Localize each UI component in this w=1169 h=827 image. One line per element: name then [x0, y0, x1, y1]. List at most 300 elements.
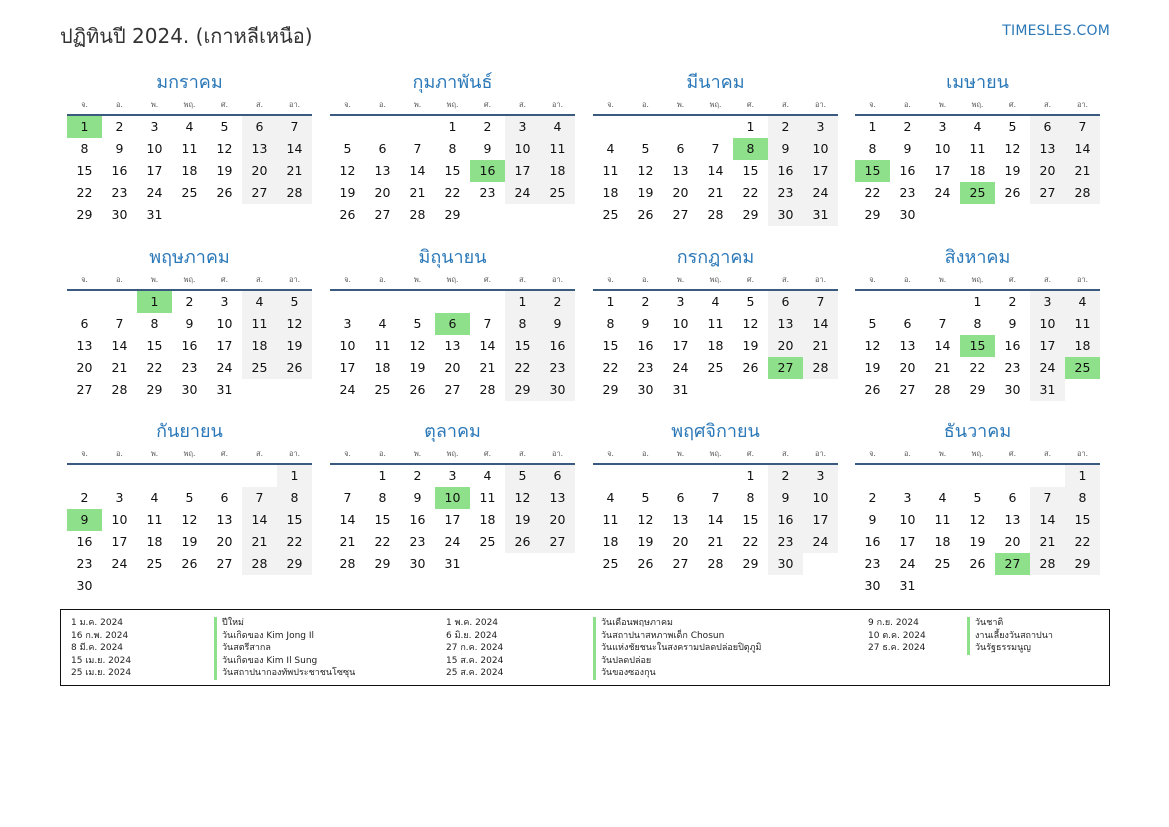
empty-cell [995, 575, 1030, 597]
day-cell: 30 [181, 382, 198, 397]
day-cell: 4 [1065, 291, 1100, 313]
weekday-label: ศ. [1008, 100, 1017, 109]
day-cell: 17 [111, 534, 128, 549]
day-cell: 6 [540, 465, 575, 487]
weekday-label: พฤ. [183, 449, 196, 458]
day-cell: 1 [746, 119, 755, 134]
day-cell: 16 [768, 160, 803, 182]
empty-cell [67, 465, 102, 487]
day-cell: 14 [707, 163, 724, 178]
day-cell: 6 [676, 490, 685, 505]
day-cell: 10 [435, 487, 470, 509]
empty-cell [435, 291, 470, 313]
empty-cell [960, 465, 995, 487]
month-block [330, 245, 575, 401]
month-name: เมษายน [946, 72, 1009, 93]
weekday-label: ส. [1044, 449, 1051, 458]
day-cell: 30 [76, 578, 93, 593]
day-cell: 7 [711, 490, 720, 505]
day-cell: 10 [803, 138, 838, 160]
day-cell: 26 [339, 207, 356, 222]
months-grid [67, 70, 1107, 605]
day-cell: 5 [413, 316, 422, 331]
day-cell: 27 [76, 382, 93, 397]
weekday-label: อ. [116, 100, 123, 109]
day-cell: 20 [1004, 534, 1021, 549]
day-cell: 8 [277, 487, 312, 509]
day-cell: 2 [768, 116, 803, 138]
day-cell: 25 [602, 207, 619, 222]
day-cell: 25 [1065, 357, 1100, 379]
weekday-label: ศ. [220, 275, 229, 284]
day-cell: 10 [934, 141, 951, 156]
holiday-date: 9 ก.ย. 2024 [868, 618, 919, 628]
empty-cell [242, 575, 277, 597]
holiday-name: วันชาติ [967, 617, 1053, 630]
day-cell: 9 [903, 141, 912, 156]
weekday-label: ส. [782, 449, 789, 458]
day-cell: 6 [220, 490, 229, 505]
weekday-label: จ. [869, 449, 876, 458]
weekday-label: ศ. [1008, 449, 1017, 458]
empty-cell [1065, 379, 1100, 401]
day-cell: 30 [768, 204, 803, 226]
empty-cell [1065, 204, 1100, 226]
holiday-date: 25 ส.ค. 2024 [446, 668, 504, 678]
day-cell: 8 [746, 490, 755, 505]
day-cell: 11 [969, 141, 986, 156]
weekday-label: อ. [904, 100, 911, 109]
day-cell: 24 [505, 182, 540, 204]
day-cell: 11 [479, 490, 496, 505]
holiday-name: วันสตรีสากล [214, 642, 355, 655]
holiday-date: 15 เม.ย. 2024 [71, 655, 132, 666]
month-block [330, 70, 575, 226]
day-cell: 6 [80, 316, 89, 331]
day-cell: 6 [435, 313, 470, 335]
day-cell: 30 [864, 578, 881, 593]
empty-cell [470, 291, 505, 313]
day-cell: 12 [1004, 141, 1021, 156]
day-cell: 30 [768, 553, 803, 575]
weekday-label: อา. [1076, 100, 1089, 109]
empty-cell [540, 553, 575, 575]
day-cell: 22 [505, 357, 540, 379]
day-cell: 31 [444, 556, 461, 571]
day-cell: 13 [672, 512, 689, 527]
day-cell: 26 [864, 382, 881, 397]
day-cell: 1 [746, 468, 755, 483]
day-cell: 18 [934, 534, 951, 549]
day-cell: 17 [146, 163, 163, 178]
day-cell: 23 [76, 556, 93, 571]
day-cell: 18 [146, 534, 163, 549]
day-cell: 27 [1030, 182, 1065, 204]
month-name: กุมภาพันธ์ [412, 72, 493, 93]
holiday-date: 27 ก.ค. 2024 [446, 643, 504, 653]
month-name: กันยายน [156, 421, 223, 442]
holiday-name: วันรัฐธรรมนูญ [967, 642, 1053, 655]
holiday-dates-col-2 [446, 617, 503, 680]
day-grid [855, 465, 1100, 597]
weekday-header [67, 445, 312, 465]
empty-cell [207, 204, 242, 226]
day-cell: 7 [242, 487, 277, 509]
day-cell: 7 [938, 316, 947, 331]
weekday-label: พ. [676, 275, 685, 284]
day-cell: 28 [934, 382, 951, 397]
holiday-date: 1 ม.ค. 2024 [71, 618, 124, 628]
empty-cell [1030, 575, 1065, 597]
day-cell: 21 [707, 185, 724, 200]
day-cell: 14 [1030, 509, 1065, 531]
day-cell: 28 [409, 207, 426, 222]
day-cell: 21 [409, 185, 426, 200]
weekday-label: อ. [642, 100, 649, 109]
weekday-label: อา. [814, 275, 827, 284]
day-cell: 1 [137, 291, 172, 313]
holiday-name: ปีใหม่ [214, 617, 355, 630]
day-cell: 19 [277, 335, 312, 357]
empty-cell [628, 465, 663, 487]
day-cell: 4 [378, 316, 387, 331]
empty-cell [172, 204, 207, 226]
day-cell: 26 [216, 185, 233, 200]
day-cell: 5 [868, 316, 877, 331]
weekday-label: พฤ. [709, 100, 722, 109]
day-cell: 12 [277, 313, 312, 335]
day-cell: 25 [146, 556, 163, 571]
day-cell: 13 [216, 512, 233, 527]
day-cell: 10 [505, 138, 540, 160]
day-cell: 23 [409, 534, 426, 549]
day-cell: 18 [1065, 335, 1100, 357]
day-cell: 2 [540, 291, 575, 313]
day-cell: 11 [242, 313, 277, 335]
day-cell: 21 [1030, 531, 1065, 553]
weekday-label: ส. [782, 100, 789, 109]
day-cell: 28 [1030, 553, 1065, 575]
day-cell: 3 [343, 316, 352, 331]
weekday-label: พ. [676, 449, 685, 458]
empty-cell [242, 379, 277, 401]
empty-cell [890, 465, 925, 487]
day-cell: 22 [277, 531, 312, 553]
weekday-label: ศ. [483, 100, 492, 109]
empty-cell [855, 465, 890, 487]
day-cell: 1 [973, 294, 982, 309]
day-cell: 24 [444, 534, 461, 549]
holiday-name: วันปลดปล่อย [593, 655, 762, 668]
day-cell: 22 [602, 360, 619, 375]
day-cell: 2 [768, 465, 803, 487]
weekday-header [593, 96, 838, 116]
day-cell: 26 [505, 531, 540, 553]
day-cell: 19 [216, 163, 233, 178]
day-cell: 29 [76, 207, 93, 222]
day-cell: 26 [637, 207, 654, 222]
weekday-label: ศ. [746, 449, 755, 458]
day-cell: 2 [868, 490, 877, 505]
day-cell: 28 [803, 357, 838, 379]
day-cell: 29 [146, 382, 163, 397]
day-cell: 19 [339, 185, 356, 200]
day-cell: 27 [216, 556, 233, 571]
day-cell: 21 [934, 360, 951, 375]
month-name: พฤศจิกายน [671, 421, 760, 442]
weekday-header [855, 445, 1100, 465]
day-cell: 6 [1030, 116, 1065, 138]
day-cell: 14 [242, 509, 277, 531]
empty-cell [925, 575, 960, 597]
day-cell: 1 [448, 119, 457, 134]
empty-cell [400, 116, 435, 138]
day-cell: 24 [803, 182, 838, 204]
day-cell: 29 [1065, 553, 1100, 575]
day-cell: 29 [505, 379, 540, 401]
weekday-label: อา. [814, 100, 827, 109]
weekday-label: ส. [256, 100, 263, 109]
day-cell: 16 [637, 338, 654, 353]
empty-cell [593, 116, 628, 138]
day-cell: 5 [746, 294, 755, 309]
month-name: สิงหาคม [944, 247, 1011, 268]
day-cell: 20 [76, 360, 93, 375]
day-cell: 9 [1008, 316, 1017, 331]
day-cell: 20 [444, 360, 461, 375]
day-cell: 28 [339, 556, 356, 571]
day-cell: 26 [742, 360, 759, 375]
day-cell: 16 [899, 163, 916, 178]
day-cell: 31 [803, 204, 838, 226]
empty-cell [663, 116, 698, 138]
day-cell: 29 [864, 207, 881, 222]
day-cell: 2 [413, 468, 422, 483]
holiday-name: วันสถาปนากองทัพประชาชนโซซุน [214, 667, 355, 680]
weekday-label: ส. [256, 275, 263, 284]
holiday-names-col-3 [967, 617, 1053, 655]
day-cell: 28 [707, 556, 724, 571]
day-cell: 24 [899, 556, 916, 571]
day-cell: 25 [960, 182, 995, 204]
day-cell: 5 [641, 141, 650, 156]
day-cell: 5 [505, 465, 540, 487]
site-link[interactable]: TIMESLES.COM [1002, 23, 1110, 39]
day-cell: 20 [672, 185, 689, 200]
day-cell: 4 [150, 490, 159, 505]
day-cell: 27 [899, 382, 916, 397]
empty-cell [365, 291, 400, 313]
day-cell: 18 [602, 185, 619, 200]
weekday-label: ศ. [483, 449, 492, 458]
weekday-label: อา. [288, 100, 301, 109]
weekday-label: ส. [519, 275, 526, 284]
day-cell: 21 [242, 531, 277, 553]
day-cell: 29 [444, 207, 461, 222]
weekday-header [330, 445, 575, 465]
weekday-label: ส. [782, 275, 789, 284]
weekday-header [330, 271, 575, 291]
empty-cell [137, 465, 172, 487]
day-cell: 11 [374, 338, 391, 353]
weekday-label: อา. [288, 275, 301, 284]
weekday-label: พ. [150, 449, 159, 458]
day-cell: 10 [339, 338, 356, 353]
day-cell: 23 [540, 357, 575, 379]
day-cell: 17 [339, 360, 356, 375]
day-cell: 8 [448, 141, 457, 156]
weekday-label: พฤ. [183, 100, 196, 109]
day-cell: 20 [1030, 160, 1065, 182]
day-cell: 25 [242, 357, 277, 379]
weekday-label: พ. [676, 100, 685, 109]
day-cell: 13 [76, 338, 93, 353]
day-cell: 17 [803, 160, 838, 182]
day-cell: 16 [1004, 338, 1021, 353]
day-cell: 23 [181, 360, 198, 375]
day-cell: 4 [242, 291, 277, 313]
weekday-label: พ. [150, 275, 159, 284]
day-cell: 27 [444, 382, 461, 397]
day-cell: 11 [1065, 313, 1100, 335]
day-cell: 21 [707, 534, 724, 549]
day-cell: 14 [707, 512, 724, 527]
day-cell: 24 [111, 556, 128, 571]
day-cell: 21 [277, 160, 312, 182]
weekday-header [855, 271, 1100, 291]
day-grid [855, 291, 1100, 401]
day-cell: 23 [1004, 360, 1021, 375]
day-cell: 24 [934, 185, 951, 200]
empty-cell [242, 204, 277, 226]
day-grid [67, 116, 312, 226]
day-grid [330, 465, 575, 575]
day-cell: 15 [960, 335, 995, 357]
weekday-label: จ. [81, 449, 88, 458]
holiday-name: วันของซองกุน [593, 667, 762, 680]
day-cell: 3 [803, 465, 838, 487]
month-name: กรกฎาคม [676, 247, 755, 268]
weekday-label: พ. [413, 100, 422, 109]
month-block [855, 70, 1100, 226]
weekday-label: อ. [379, 449, 386, 458]
month-name: ธันวาคม [943, 421, 1012, 442]
day-cell: 16 [470, 160, 505, 182]
day-cell: 2 [641, 294, 650, 309]
day-cell: 21 [479, 360, 496, 375]
holiday-name: วันเกิดของ Kim Il Sung [214, 655, 355, 668]
day-cell: 27 [672, 207, 689, 222]
day-cell: 6 [768, 291, 803, 313]
holiday-date: 1 พ.ค. 2024 [446, 618, 499, 628]
day-cell: 26 [181, 556, 198, 571]
empty-cell [172, 575, 207, 597]
day-cell: 14 [1065, 138, 1100, 160]
day-grid [67, 291, 312, 401]
day-cell: 28 [111, 382, 128, 397]
weekday-label: อา. [814, 449, 827, 458]
day-cell: 4 [540, 116, 575, 138]
empty-cell [803, 553, 838, 575]
day-cell: 1 [277, 465, 312, 487]
day-cell: 23 [111, 185, 128, 200]
holiday-name: วันแห่งชัยชนะในสงครามปลดปล่อยปิตุภูมิ [593, 642, 762, 655]
day-cell: 13 [1030, 138, 1065, 160]
day-cell: 31 [672, 382, 689, 397]
day-cell: 3 [676, 294, 685, 309]
month-block [593, 70, 838, 226]
holiday-name: งานเลี้ยงวันสถาปนา [967, 630, 1053, 643]
empty-cell [1030, 465, 1065, 487]
day-cell: 15 [146, 338, 163, 353]
day-cell: 2 [185, 294, 194, 309]
day-cell: 1 [606, 294, 615, 309]
day-cell: 19 [409, 360, 426, 375]
weekday-label: พ. [938, 100, 947, 109]
day-cell: 18 [374, 360, 391, 375]
day-cell: 26 [637, 556, 654, 571]
day-cell: 23 [899, 185, 916, 200]
day-cell: 7 [1030, 487, 1065, 509]
day-cell: 12 [637, 512, 654, 527]
empty-cell [803, 379, 838, 401]
holiday-name: วันเกิดของ Kim Jong Il [214, 630, 355, 643]
day-cell: 19 [742, 338, 759, 353]
day-cell: 21 [1065, 160, 1100, 182]
empty-cell [102, 291, 137, 313]
empty-cell [330, 465, 365, 487]
day-cell: 19 [505, 509, 540, 531]
day-cell: 6 [903, 316, 912, 331]
day-cell: 13 [1004, 512, 1021, 527]
weekday-label: จ. [607, 275, 614, 284]
day-cell: 26 [277, 357, 312, 379]
day-cell: 4 [938, 490, 947, 505]
empty-cell [540, 204, 575, 226]
month-block [67, 70, 312, 226]
day-grid [330, 291, 575, 401]
holiday-date: 16 ก.พ. 2024 [71, 630, 129, 641]
empty-cell [768, 379, 803, 401]
holiday-legend [60, 609, 1110, 686]
day-cell: 25 [602, 556, 619, 571]
day-cell: 4 [483, 468, 492, 483]
day-cell: 22 [1065, 531, 1100, 553]
day-cell: 2 [903, 119, 912, 134]
day-cell: 10 [899, 512, 916, 527]
day-cell: 19 [181, 534, 198, 549]
day-cell: 3 [448, 468, 457, 483]
day-cell: 3 [115, 490, 124, 505]
day-cell: 8 [80, 141, 89, 156]
weekday-label: พฤ. [971, 449, 984, 458]
day-cell: 15 [444, 163, 461, 178]
empty-cell [733, 379, 768, 401]
day-cell: 30 [1004, 382, 1021, 397]
day-cell: 17 [444, 512, 461, 527]
weekday-label: ศ. [483, 275, 492, 284]
day-cell: 12 [637, 163, 654, 178]
holiday-dates-col-1 [71, 617, 131, 680]
day-cell: 21 [111, 360, 128, 375]
day-cell: 5 [185, 490, 194, 505]
empty-cell [628, 116, 663, 138]
day-cell: 31 [899, 578, 916, 593]
day-cell: 24 [146, 185, 163, 200]
day-cell: 21 [339, 534, 356, 549]
day-cell: 26 [409, 382, 426, 397]
day-cell: 7 [343, 490, 352, 505]
